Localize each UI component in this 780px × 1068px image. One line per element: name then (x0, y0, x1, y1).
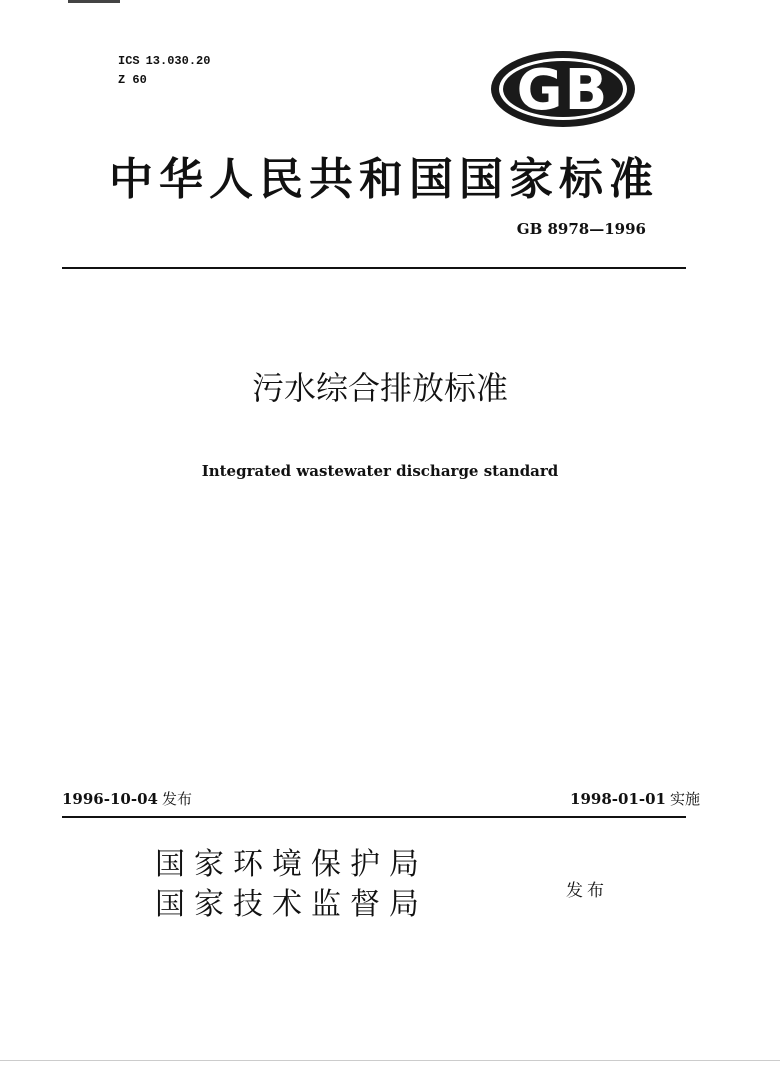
divider-bottom (62, 816, 686, 818)
implement-date (570, 788, 700, 809)
document-title-main: 中华人民共和国国家标准 (109, 154, 659, 205)
classification-codes (118, 52, 210, 90)
class-code: Z 60 (118, 73, 147, 87)
issuer-1: 国家环境保护局 (155, 847, 428, 882)
publish-date (62, 788, 192, 809)
implement-date-value: 1998-01-01 (570, 790, 666, 808)
ics-line (118, 52, 210, 71)
page-bottom-edge (0, 1060, 780, 1061)
standard-number: GB 8978—1996 (516, 220, 646, 238)
ics-code: 13.030.20 (145, 54, 211, 68)
divider-top (62, 267, 686, 269)
publish-date-suffix: 发布 (161, 790, 192, 808)
gb-logo-icon (488, 48, 638, 130)
publish-date-value: 1996-10-04 (62, 790, 158, 808)
issuer-2: 国家技术监督局 (155, 887, 428, 922)
issue-label: 发布 (566, 881, 608, 901)
scan-artifact (68, 0, 120, 3)
implement-date-suffix: 实施 (669, 790, 700, 808)
standard-title-en: Integrated wastewater discharge standard (201, 462, 559, 480)
issuing-authorities (155, 845, 428, 925)
standard-title-cn: 污水综合排放标准 (251, 369, 508, 407)
ics-label: ICS (118, 54, 140, 68)
logo-text: GB (516, 58, 610, 123)
